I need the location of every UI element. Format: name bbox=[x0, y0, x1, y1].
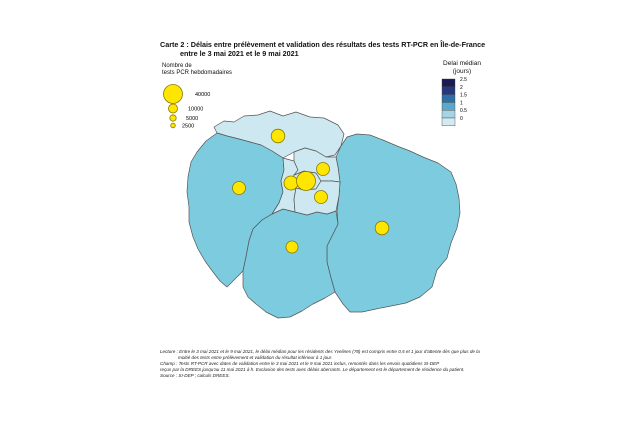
color-legend-title-1: Delai médian bbox=[443, 60, 481, 67]
footnote-line-1: Lecture : Entre le 3 mai 2021 et le 9 mai 2021, le délai médian pour les résidents des Yvelines (78) est compris entre 0,5 et 1 jour d'attente dès que plus de la bbox=[160, 349, 480, 354]
color-legend-tick-0: 2.5 bbox=[460, 77, 467, 83]
footnote-line-2: moitié des tests entre prélèvement et validation du résultat inférieur à 1 jour. bbox=[178, 355, 333, 361]
bubble-hauts-de-seine bbox=[284, 176, 298, 190]
color-legend-tick-3: 1 bbox=[460, 100, 463, 107]
title-line-1: Carte 2 : Délais entre prélèvement et validation des résultats des tests RT-PCR en Île-de-France bbox=[160, 40, 486, 49]
size-legend-label-10000: 10000 bbox=[188, 106, 204, 113]
footnote-line-3: Champ : Tests RT-PCR avec dates de validation entre le 3 mai 2021 et le 9 mai 2021 inclus, remontés dans les envois quotidiens SI-DEP bbox=[160, 361, 440, 367]
color-legend-title-2: (jours) bbox=[452, 67, 472, 75]
bubble-val-d-oise bbox=[271, 129, 285, 143]
bubble-essonne bbox=[286, 241, 298, 253]
color-legend-tick-1: 2 bbox=[460, 84, 463, 91]
size-legend-label-2500: 2500 bbox=[182, 123, 195, 130]
size-legend-label-5000: 5000 bbox=[186, 116, 199, 122]
bubble-paris bbox=[297, 172, 316, 191]
footnote-line-5: Source : SI-DEP ; calculs DREES. bbox=[160, 373, 230, 379]
footnote bbox=[160, 349, 500, 379]
color-legend-tick-5: 0 bbox=[460, 116, 463, 122]
bubble-seine-et-marne bbox=[375, 221, 389, 235]
size-legend-title-1: Nombre de bbox=[162, 63, 192, 69]
size-legend-title-2: tests PCR hebdomadaires bbox=[162, 70, 233, 76]
size-legend-label-40000: 40000 bbox=[195, 92, 211, 98]
bubble-seine-saint-denis bbox=[317, 163, 330, 176]
bubble-val-de-marne bbox=[315, 191, 328, 204]
footnote-line-4: reçus par la DREES jusqu'au 11 mai 2021 à h. Exclusion des tests avec délais aberrants. Le département est le département de résidence du patient. bbox=[160, 367, 465, 373]
bubble-yvelines bbox=[233, 182, 246, 195]
title-line-2: entre le 3 mai 2021 et le 9 mai 2021 bbox=[180, 48, 299, 58]
dept-essonne bbox=[243, 209, 338, 318]
color-legend-tick-2: 1.5 bbox=[460, 92, 467, 99]
dept-seine-et-marne bbox=[327, 134, 460, 312]
color-legend-tick-4: 0.5 bbox=[460, 108, 467, 115]
